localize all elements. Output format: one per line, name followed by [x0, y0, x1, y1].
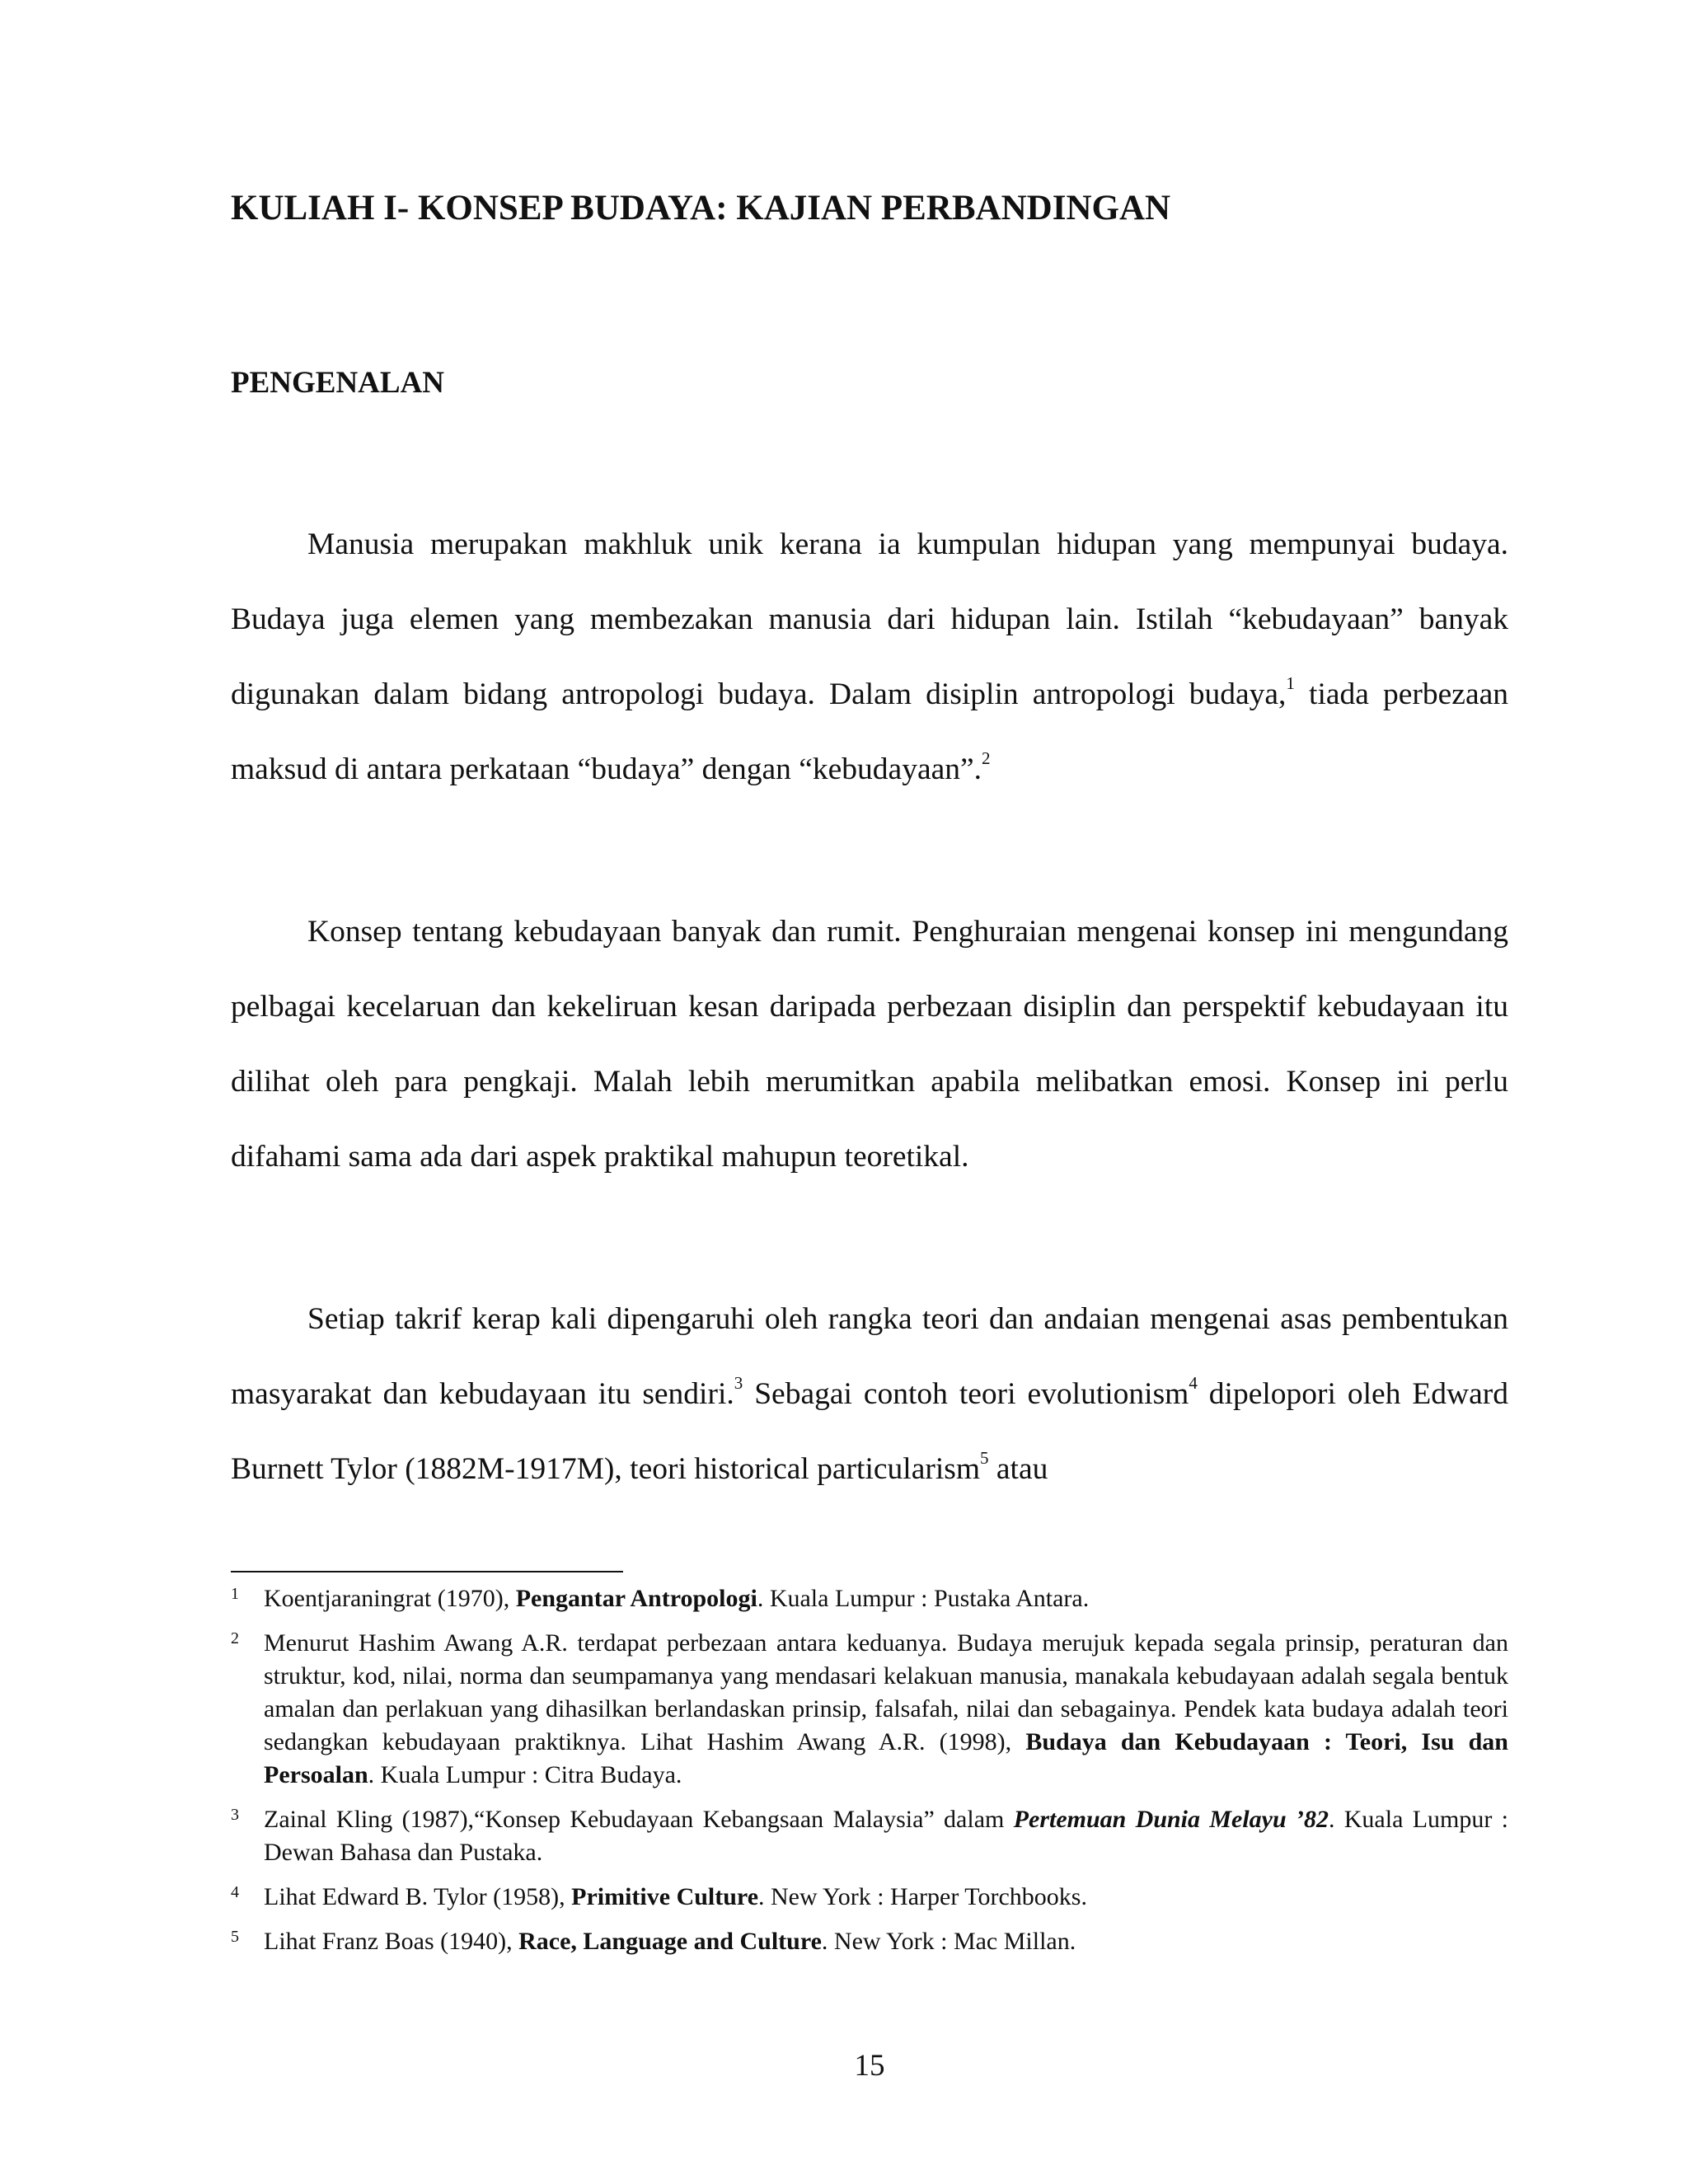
- footnote-ref-4: 4: [1189, 1373, 1198, 1394]
- footnote-book-title: Primitive Culture: [571, 1883, 759, 1910]
- section-heading: PENGENALAN: [231, 366, 445, 400]
- paragraph-3-text-d: atau: [988, 1452, 1048, 1486]
- footnote-number: 2: [231, 1629, 239, 1647]
- footnote-text: Koentjaraningrat (1970),: [264, 1585, 516, 1612]
- footnote-number: 1: [231, 1585, 239, 1603]
- footnote-5: [231, 1925, 1508, 1958]
- paragraph-1: [231, 507, 1508, 807]
- footnote-text: . Kuala Lumpur : Pustaka Antara.: [757, 1585, 1090, 1612]
- footnote-3: [231, 1803, 1508, 1869]
- footnote-4: [231, 1881, 1508, 1914]
- footnote-text: Menurut Hashim Awang A.R. terdapat perbezaan antara keduanya. Budaya merujuk kepada segala prinsip, peraturan dan struktur, kod, nilai, norma dan seumpamanya yang mendasari kelakuan manusia, manakala kebudayaan adalah segala bentuk amalan dan perlakuan yang dihasilkan berlandaskan prinsip, falsafah, nilai dan sebagainya. Pendek kata budaya adalah teori sedangkan kebudayaan praktiknya. Lihat Hashim Awang A.R. (1998),: [264, 1629, 1508, 1755]
- paragraph-1-text-b: tiada perbezaan maksud di antara perkataan “budaya” dengan “kebudayaan”.: [231, 677, 1508, 786]
- paragraph-3-text-c: dipelopori oleh Edward Burnett Tylor (1882M-1917M), teori historical particularism: [231, 1377, 1509, 1486]
- paragraph-3-text-a: Setiap takrif kerap kali dipengaruhi oleh rangka teori dan andaian mengenai asas pembentukan masyarakat dan kebudayaan itu sendiri.: [231, 1302, 1508, 1411]
- footnote-book-title: Race, Language and Culture: [518, 1928, 822, 1955]
- paragraph-1-text-a: Manusia merupakan makhluk unik kerana ia kumpulan hidupan yang mempunyai budaya. Budaya juga elemen yang membezakan manusia dari hidupan lain. Istilah “kebudayaan” banyak digunakan dalam bidang antropologi budaya. Dalam disiplin antropologi budaya,: [231, 527, 1508, 711]
- paragraph-2: [231, 894, 1508, 1194]
- footnote-text: Lihat Franz Boas (1940),: [264, 1928, 519, 1955]
- footnote-text: . New York : Mac Millan.: [821, 1928, 1076, 1955]
- paragraph-2-text: Konsep tentang kebudayaan banyak dan rumit. Penghuraian mengenai konsep ini mengundang pelbagai kecelaruan dan kekeliruan kesan daripada perbezaan disiplin dan perspektif kebudayaan itu dilihat oleh para pengkaji. Malah lebih merumitkan apabila melibatkan emosi. Konsep ini perlu difahami sama ada dari aspek praktikal mahupun teoretikal.: [231, 915, 1508, 1174]
- footnote-number: 5: [231, 1928, 239, 1946]
- footnote-2: [231, 1627, 1508, 1792]
- footnote-text: Lihat Edward B. Tylor (1958),: [264, 1883, 572, 1910]
- footnotes: [231, 1582, 1508, 1970]
- footnote-1: [231, 1582, 1508, 1615]
- paragraph-3-text-b: Sebagai contoh teori evolutionism: [743, 1377, 1189, 1411]
- chapter-title: KULIAH I- KONSEP BUDAYA: KAJIAN PERBANDINGAN: [231, 189, 1171, 227]
- page-number: 15: [854, 2049, 885, 2083]
- footnote-ref-2: 2: [982, 748, 991, 769]
- footnote-number: 4: [231, 1883, 239, 1901]
- footnote-ref-5: 5: [980, 1448, 989, 1469]
- footnote-book-title: Pengantar Antropologi: [515, 1585, 757, 1612]
- footnote-number: 3: [231, 1806, 239, 1824]
- footnote-book-title: Budaya dan Kebudayaan : Teori, Isu dan Persoalan: [264, 1728, 1508, 1788]
- footnote-ref-3: 3: [734, 1373, 743, 1394]
- paragraph-3: [231, 1282, 1508, 1507]
- footnote-book-title: Pertemuan Dunia Melayu ’82: [1013, 1806, 1329, 1833]
- footnote-text: Zainal Kling (1987),“Konsep Kebudayaan Kebangsaan Malaysia” dalam: [264, 1806, 1014, 1833]
- footnote-text: . Kuala Lumpur : Dewan Bahasa dan Pustaka.: [264, 1806, 1508, 1866]
- footnote-ref-1: 1: [1286, 673, 1295, 694]
- footnote-text: . New York : Harper Torchbooks.: [758, 1883, 1087, 1910]
- footnote-text: . Kuala Lumpur : Citra Budaya.: [368, 1761, 682, 1788]
- footnote-divider: [231, 1571, 623, 1572]
